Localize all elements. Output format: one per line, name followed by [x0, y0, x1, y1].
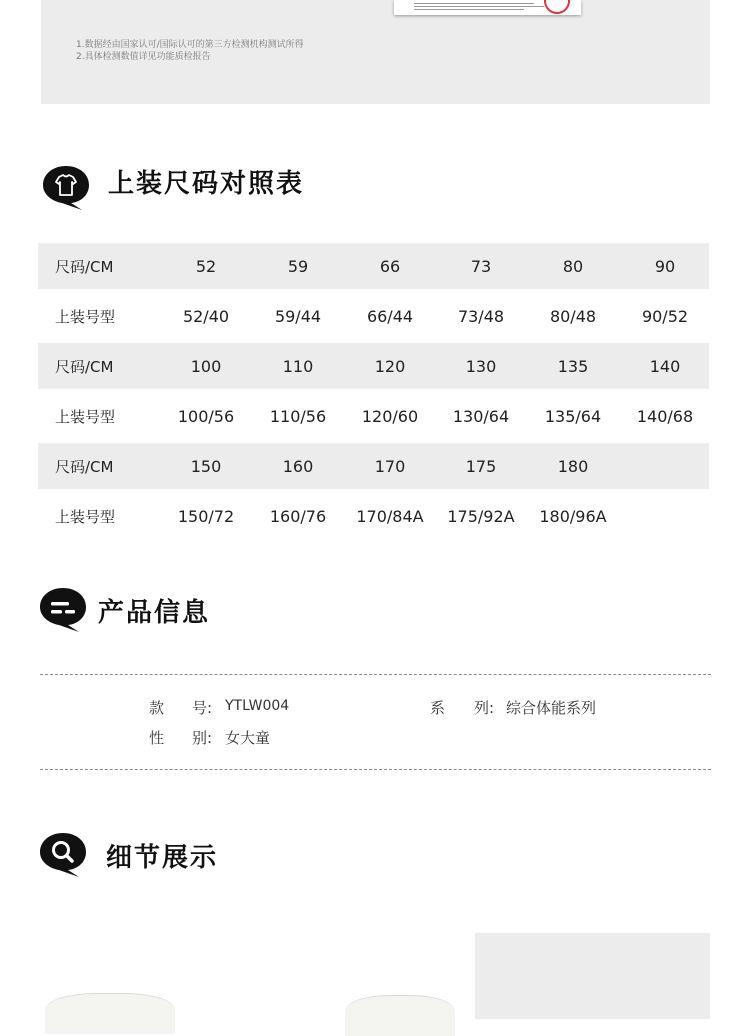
cert-note-2: 2.具体检测数值详见功能质检报告 — [76, 52, 211, 62]
table-cell: 170 — [374, 456, 406, 476]
table-cell: 160/76 — [269, 506, 327, 526]
table-cell: 66/44 — [366, 306, 414, 326]
red-stamp-icon — [544, 0, 570, 14]
table-row — [38, 443, 709, 489]
series-label-a: 系 — [430, 699, 446, 717]
table-cell: 140 — [649, 356, 681, 376]
gender-label-a: 性 — [149, 729, 165, 747]
table-cell: 135/64 — [544, 406, 602, 426]
series-value: 综合体能系列 — [506, 699, 597, 717]
style-no-value: YTLW004 — [225, 698, 290, 714]
product-info-box — [40, 674, 711, 770]
product-info-title: 产品信息 — [98, 598, 211, 628]
table-cell: 90/52 — [641, 306, 689, 326]
row-label: 上装号型 — [55, 407, 116, 426]
table-cell: 66 — [379, 256, 401, 276]
row-label: 尺码/CM — [55, 457, 114, 476]
table-cell: 110/56 — [269, 406, 327, 426]
table-cell: 130/64 — [452, 406, 510, 426]
table-cell: 180 — [557, 456, 589, 476]
series-label-b: 列: — [474, 699, 495, 717]
table-cell: 170/84A — [356, 506, 424, 526]
gender-label-b: 别: — [192, 729, 213, 747]
table-cell: 59 — [287, 256, 309, 276]
table-cell: 52/40 — [182, 306, 230, 326]
row-label: 尺码/CM — [55, 357, 114, 376]
table-cell: 110 — [282, 356, 314, 376]
size-chart-header — [0, 160, 750, 220]
row-label: 上装号型 — [55, 507, 116, 526]
detail-image-right — [475, 933, 710, 1019]
style-no-label-b: 号: — [192, 699, 213, 717]
product-info-header — [0, 584, 750, 644]
style-no-label-a: 款 — [149, 699, 165, 717]
table-row — [38, 389, 709, 443]
table-row — [38, 289, 709, 343]
table-cell: 180/96A — [539, 506, 607, 526]
table-cell: 150 — [190, 456, 222, 476]
garment-image — [345, 995, 455, 1036]
table-cell: 175/92A — [447, 506, 515, 526]
table-cell: 59/44 — [274, 306, 322, 326]
table-cell: 73 — [470, 256, 492, 276]
table-cell: 160 — [282, 456, 314, 476]
table-cell: 90 — [654, 256, 676, 276]
table-cell: 52 — [195, 256, 217, 276]
search-icon — [39, 831, 87, 877]
gender-value: 女大童 — [225, 729, 271, 747]
table-cell: 100 — [190, 356, 222, 376]
table-cell: 175 — [465, 456, 497, 476]
table-cell: 140/68 — [636, 406, 694, 426]
table-cell: 73/48 — [457, 306, 505, 326]
detail-image-left — [0, 930, 474, 1019]
table-row — [38, 243, 709, 289]
detail-title: 细节展示 — [106, 843, 219, 873]
table-cell: 80/48 — [549, 306, 597, 326]
table-cell: 100/56 — [177, 406, 235, 426]
table-cell: 80 — [562, 256, 584, 276]
row-label: 尺码/CM — [55, 257, 114, 276]
table-cell: 120 — [374, 356, 406, 376]
chat-lines-icon — [39, 586, 87, 632]
tshirt-icon — [42, 164, 90, 210]
row-label: 上装号型 — [55, 307, 116, 326]
test-report-thumbnail — [394, 0, 581, 15]
garment-image — [45, 993, 175, 1034]
table-cell: 135 — [557, 356, 589, 376]
cert-note-1: 1.数据经由国家认可/国际认可的第三方检测机构测试所得 — [76, 40, 304, 50]
size-chart-title: 上装尺码对照表 — [108, 169, 305, 199]
size-chart-table — [38, 243, 709, 543]
table-cell: 150/72 — [177, 506, 235, 526]
table-row — [38, 489, 709, 543]
certificate-panel — [41, 0, 710, 104]
detail-header — [0, 829, 750, 889]
table-cell: 130 — [465, 356, 497, 376]
table-row — [38, 343, 709, 389]
table-cell: 120/60 — [361, 406, 419, 426]
certificate-notes — [76, 39, 304, 63]
